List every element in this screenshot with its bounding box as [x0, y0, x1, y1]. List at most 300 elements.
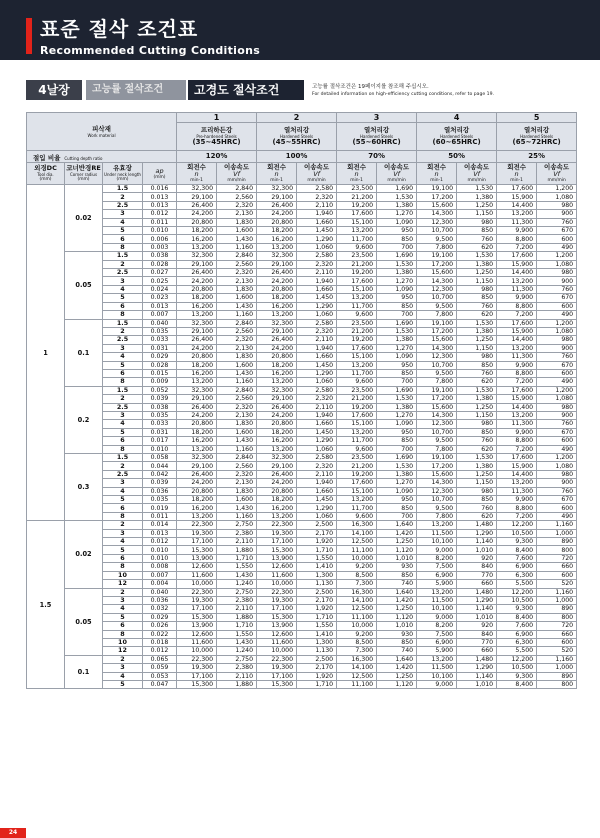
table-row: [27, 630, 577, 638]
feed-value: 1,080: [537, 193, 577, 201]
rpm-value: 8,200: [417, 554, 457, 562]
feed-value: 2,130: [217, 479, 257, 487]
ap-value: 0.008: [143, 563, 177, 571]
neck-length: 2: [103, 462, 143, 470]
rpm-value: 17,100: [177, 538, 217, 546]
feed-value: 1,660: [297, 353, 337, 361]
feed-value: 1,430: [217, 571, 257, 579]
material-name: 열처리강: [364, 126, 390, 134]
rpm-label: 회전수: [347, 163, 366, 171]
rpm-value: 17,600: [337, 479, 377, 487]
feed-value: 1,530: [377, 327, 417, 335]
feed-value: 2,580: [297, 386, 337, 394]
feed-value: 1,710: [217, 554, 257, 562]
ap-value: 0.011: [143, 512, 177, 520]
rpm-value: 29,100: [257, 260, 297, 268]
feed-value: 1,880: [217, 546, 257, 554]
rpm-value: 20,800: [257, 353, 297, 361]
feed-value: 890: [537, 538, 577, 546]
rpm-value: 5,900: [417, 580, 457, 588]
feed-value: 1,200: [537, 319, 577, 327]
feed-value: 1,290: [297, 504, 337, 512]
feed-value: 1,420: [377, 664, 417, 672]
neck-length: 2.5: [103, 470, 143, 478]
feed-value: 1,060: [297, 445, 337, 453]
ap-value: 0.053: [143, 672, 177, 680]
rpm-value: 32,300: [257, 252, 297, 260]
rpm-value: 26,400: [257, 403, 297, 411]
feed-value: 980: [537, 269, 577, 277]
rpm-value: 6,900: [497, 630, 537, 638]
feed-value: 1,420: [377, 529, 417, 537]
material-name-en: Hardened Steels: [440, 134, 474, 139]
rpm-value: 11,100: [337, 680, 377, 688]
feed-value: 1,060: [297, 512, 337, 520]
feed-value: 1,380: [377, 269, 417, 277]
table-row: [27, 201, 577, 209]
feed-value: 1,160: [217, 243, 257, 251]
feed-value: 620: [457, 311, 497, 319]
rpm-value: 29,100: [257, 327, 297, 335]
feed-value: 1,300: [297, 571, 337, 579]
rpm-symbol: n: [354, 170, 359, 178]
feed-value: 1,710: [217, 622, 257, 630]
rpm-value: 12,200: [497, 588, 537, 596]
depth-ratio-3: 70%: [337, 151, 417, 163]
feed-value: 740: [377, 580, 417, 588]
rpm-value: 16,200: [257, 302, 297, 310]
rpm-value: 13,200: [497, 479, 537, 487]
tool-diameter: 1: [27, 185, 65, 521]
feed-value: 1,130: [297, 647, 337, 655]
rpm-value: 7,800: [417, 378, 457, 386]
rpm-value: 13,200: [177, 378, 217, 386]
feed-value: 1,120: [377, 546, 417, 554]
feed-value: 2,110: [297, 470, 337, 478]
feed-value: 1,480: [457, 655, 497, 663]
depth-ratio-2: 100%: [257, 151, 337, 163]
feed-value: 1,640: [377, 588, 417, 596]
feed-value: 1,000: [537, 529, 577, 537]
rpm-value: 21,200: [337, 193, 377, 201]
rpm-value: 13,200: [337, 294, 377, 302]
rpm-value: 24,200: [257, 411, 297, 419]
feed-value: 2,110: [297, 269, 337, 277]
feed-value: 1,550: [217, 563, 257, 571]
table-row: [27, 521, 577, 529]
feed-value: 800: [537, 613, 577, 621]
ap-value: 0.029: [143, 353, 177, 361]
table-row: [27, 336, 577, 344]
feed-value: 1,530: [457, 386, 497, 394]
table-row: [27, 285, 577, 293]
rpm-value: 26,400: [177, 269, 217, 277]
feed-value: 980: [537, 403, 577, 411]
rpm-value: 17,200: [417, 327, 457, 335]
rpm-value: 17,600: [497, 454, 537, 462]
rpm-value: 22,300: [257, 655, 297, 663]
rpm-value: 19,200: [337, 269, 377, 277]
feed-value: 1,530: [457, 319, 497, 327]
rpm-value: 13,900: [177, 554, 217, 562]
ap-value: 0.028: [143, 260, 177, 268]
table-row: [27, 386, 577, 394]
rpm-value: 22,300: [177, 655, 217, 663]
neck-length: 6: [103, 437, 143, 445]
feed-value: 2,320: [217, 470, 257, 478]
rpm-value: 10,700: [417, 361, 457, 369]
feed-value: 1,010: [377, 622, 417, 630]
feed-symbol: Vf: [233, 170, 240, 178]
feed-value: 620: [457, 512, 497, 520]
feed-value: 1,380: [377, 336, 417, 344]
rpm-value: 15,900: [497, 193, 537, 201]
feed-symbol: Vf: [393, 170, 400, 178]
rpm-value: 11,300: [497, 353, 537, 361]
feed-value: 890: [537, 605, 577, 613]
feed-value: 720: [537, 554, 577, 562]
ap-value: 0.042: [143, 470, 177, 478]
table-row: [27, 655, 577, 663]
feed-value: 1,830: [217, 218, 257, 226]
rpm-value: 13,200: [337, 361, 377, 369]
ap-value: 0.027: [143, 269, 177, 277]
rpm-unit: min-1: [430, 178, 443, 183]
neck-length: 10: [103, 638, 143, 646]
ap-value: 0.010: [143, 445, 177, 453]
feed-value: 930: [377, 630, 417, 638]
rpm-value: 11,500: [417, 664, 457, 672]
rpm-value: 26,400: [257, 201, 297, 209]
rpm-value: 15,600: [417, 336, 457, 344]
rpm-value: 29,100: [257, 193, 297, 201]
feed-value: 1,450: [297, 227, 337, 235]
neck-length: 2: [103, 521, 143, 529]
feed-value: 950: [377, 361, 417, 369]
feed-value: 1,250: [377, 672, 417, 680]
feed-value: 1,660: [297, 285, 337, 293]
neck-length: 3: [103, 596, 143, 604]
feed-value: 980: [457, 420, 497, 428]
feed-value: 850: [457, 294, 497, 302]
rpm-value: 15,600: [417, 201, 457, 209]
rpm-value: 11,700: [337, 302, 377, 310]
rpm-value: 26,400: [257, 470, 297, 478]
rpm-value: 12,600: [177, 630, 217, 638]
feed-value: 600: [537, 504, 577, 512]
feed-value: 2,560: [217, 462, 257, 470]
material-name-en: Hardened Steels: [280, 134, 314, 139]
rpm-value: 16,200: [177, 235, 217, 243]
rpm-value: 20,800: [177, 487, 217, 495]
rpm-value: 29,100: [177, 260, 217, 268]
rpm-value: 12,300: [417, 218, 457, 226]
feed-value: 1,140: [457, 538, 497, 546]
feed-value: 1,010: [457, 546, 497, 554]
feed-value: 700: [377, 512, 417, 520]
feed-value: 2,130: [217, 344, 257, 352]
feed-value: 1,530: [457, 185, 497, 193]
feed-value: 2,320: [297, 260, 337, 268]
neck-length: 1.5: [103, 386, 143, 394]
feed-value: 1,080: [537, 462, 577, 470]
rpm-value: 17,100: [257, 605, 297, 613]
feed-value: 2,320: [217, 336, 257, 344]
ap-value: 0.018: [143, 638, 177, 646]
rpm-value: 20,800: [177, 353, 217, 361]
corner-radius: 0.2: [65, 386, 103, 453]
rpm-value: 14,400: [497, 201, 537, 209]
rpm-value: 32,300: [177, 252, 217, 260]
table-row: [27, 235, 577, 243]
feed-value: 1,880: [217, 613, 257, 621]
material-name: 열처리강: [444, 126, 470, 134]
feed-value: 800: [537, 680, 577, 688]
feed-value: 2,840: [217, 386, 257, 394]
neck-length: 4: [103, 218, 143, 226]
feed-value: 2,170: [297, 596, 337, 604]
rpm-value: 10,500: [497, 664, 537, 672]
rpm-value: 7,800: [417, 445, 457, 453]
feed-value: 1,830: [217, 487, 257, 495]
feed-value: 1,940: [297, 411, 337, 419]
rpm-value: 6,300: [497, 571, 537, 579]
feed-value: 900: [537, 344, 577, 352]
feed-value: 2,320: [217, 201, 257, 209]
feed-value: 670: [537, 361, 577, 369]
depth-ratio-5: 25%: [497, 151, 577, 163]
material-number-4: 4: [417, 113, 497, 123]
rpm-value: 13,200: [257, 512, 297, 520]
feed-value: 2,110: [297, 336, 337, 344]
feed-value: 2,560: [217, 395, 257, 403]
rpm-value: 12,500: [337, 538, 377, 546]
feed-value: 660: [537, 563, 577, 571]
table-row: [27, 479, 577, 487]
work-material-header: [27, 113, 177, 151]
table-row: [27, 411, 577, 419]
feed-value: 900: [537, 210, 577, 218]
rpm-value: 13,900: [257, 554, 297, 562]
feed-value: 2,380: [217, 529, 257, 537]
feed-value: 620: [457, 243, 497, 251]
table-row: [27, 344, 577, 352]
feed-value: 890: [537, 672, 577, 680]
feed-value: 1,550: [297, 622, 337, 630]
feed-value: 2,320: [297, 327, 337, 335]
rpm-value: 11,300: [497, 218, 537, 226]
corner-radius-header: [65, 163, 103, 185]
feed-value: 1,240: [217, 647, 257, 655]
feed-value: 740: [377, 647, 417, 655]
rpm-value: 18,200: [257, 294, 297, 302]
neck-length: 12: [103, 580, 143, 588]
tab-high-efficiency[interactable]: 고능률 절삭조건: [86, 80, 186, 100]
feed-value: 1,200: [537, 454, 577, 462]
feed-value: 1,690: [377, 386, 417, 394]
rpm-value: 19,200: [337, 403, 377, 411]
feed-value: 1,600: [217, 428, 257, 436]
material-name-en: Pre-hardened Steels: [196, 134, 237, 139]
feed-value: 1,010: [457, 613, 497, 621]
rpm-value: 19,100: [417, 319, 457, 327]
ap-value: 0.011: [143, 218, 177, 226]
rpm-value: 13,200: [497, 344, 537, 352]
feed-value: 1,430: [217, 302, 257, 310]
feed-value: 700: [377, 243, 417, 251]
ap-value: 0.013: [143, 529, 177, 537]
feed-value: 1,480: [457, 588, 497, 596]
feed-value: 1,940: [297, 210, 337, 218]
feed-value: 1,270: [377, 210, 417, 218]
ap-value: 0.044: [143, 462, 177, 470]
feed-value: 2,500: [297, 588, 337, 596]
rpm-value: 6,900: [417, 571, 457, 579]
rpm-value: 13,200: [497, 210, 537, 218]
rpm-value: 14,400: [497, 269, 537, 277]
rpm-value: 20,800: [177, 218, 217, 226]
material-hardness: (65~72HRC): [512, 138, 561, 146]
rpm-value: 18,200: [177, 496, 217, 504]
tool-dia-header-ko: 외경DC: [34, 164, 57, 172]
feed-value: 760: [537, 218, 577, 226]
neck-length: 8: [103, 243, 143, 251]
rpm-unit: min-1: [510, 178, 523, 183]
rpm-value: 13,200: [257, 243, 297, 251]
flute-label: 4날장: [26, 80, 82, 100]
rpm-symbol: n: [274, 170, 279, 178]
feed-value: 1,710: [297, 680, 337, 688]
table-row: [27, 487, 577, 495]
rpm-value: 7,200: [497, 243, 537, 251]
feed-value: 490: [537, 512, 577, 520]
rpm-value: 9,500: [417, 504, 457, 512]
feed-value: 1,140: [457, 605, 497, 613]
rpm-value: 9,200: [337, 630, 377, 638]
header-row-depth-ratio: [27, 151, 577, 163]
feed-value: 1,430: [217, 369, 257, 377]
feed-symbol: Vf: [553, 170, 560, 178]
material-name: 프리하든강: [200, 126, 233, 134]
rpm-value: 11,300: [497, 420, 537, 428]
reference-note-en: For detailed information on high-efficiency cutting conditions, refer to page 19.: [312, 92, 494, 97]
rpm-value: 29,100: [257, 395, 297, 403]
feed-value: 670: [537, 428, 577, 436]
table-row: [27, 496, 577, 504]
table-row: [27, 445, 577, 453]
neck-length: 2: [103, 193, 143, 201]
feed-value: 1,710: [297, 613, 337, 621]
ap-value: 0.028: [143, 361, 177, 369]
rpm-value: 18,200: [257, 361, 297, 369]
feed-value: 1,380: [377, 201, 417, 209]
feed-value: 2,130: [217, 210, 257, 218]
rpm-value: 8,800: [497, 504, 537, 512]
ap-value: 0.033: [143, 420, 177, 428]
rpm-value: 9,900: [497, 227, 537, 235]
ap-value: 0.004: [143, 580, 177, 588]
rpm-header-4: [417, 163, 457, 185]
rpm-value: 24,200: [257, 479, 297, 487]
corner-radius-header-en: Corner radius: [69, 172, 98, 177]
feed-header-3: [377, 163, 417, 185]
feed-value: 1,250: [457, 403, 497, 411]
material-name-en: Hardened Steels: [520, 134, 554, 139]
feed-value: 900: [537, 277, 577, 285]
rpm-value: 9,600: [337, 311, 377, 319]
ap-value: 0.022: [143, 630, 177, 638]
feed-symbol: Vf: [473, 170, 480, 178]
feed-value: 1,940: [297, 479, 337, 487]
ap-value: 0.017: [143, 437, 177, 445]
tab-high-hardness[interactable]: 고경도 절삭조건: [188, 80, 304, 100]
rpm-symbol: n: [514, 170, 519, 178]
neck-length: 6: [103, 369, 143, 377]
material-4: [417, 123, 497, 151]
feed-value: 950: [377, 227, 417, 235]
rpm-value: 16,300: [337, 521, 377, 529]
rpm-value: 18,200: [177, 361, 217, 369]
rpm-value: 20,800: [177, 285, 217, 293]
feed-value: 1,080: [537, 260, 577, 268]
rpm-value: 8,800: [497, 235, 537, 243]
rpm-value: 17,600: [337, 411, 377, 419]
neck-length: 5: [103, 496, 143, 504]
neck-length: 3: [103, 411, 143, 419]
feed-value: 980: [537, 336, 577, 344]
feed-value: 1,410: [297, 630, 337, 638]
rpm-value: 14,300: [417, 277, 457, 285]
table-row: [27, 596, 577, 604]
neck-length: 8: [103, 630, 143, 638]
rpm-value: 11,100: [337, 546, 377, 554]
neck-length: 5: [103, 227, 143, 235]
feed-value: 1,380: [457, 193, 497, 201]
feed-value: 1,160: [537, 521, 577, 529]
neck-length: 4: [103, 420, 143, 428]
rpm-value: 23,500: [337, 319, 377, 327]
feed-value: 980: [457, 487, 497, 495]
rpm-value: 19,300: [257, 664, 297, 672]
rpm-header-2: [257, 163, 297, 185]
material-number-1: 1: [177, 113, 257, 123]
neck-length: 2: [103, 588, 143, 596]
feed-value: 1,250: [377, 538, 417, 546]
feed-value: 2,380: [217, 596, 257, 604]
feed-value: 1,200: [537, 252, 577, 260]
corner-radius-header-ko: 코너반경RE: [66, 164, 101, 172]
feed-value: 2,110: [217, 672, 257, 680]
rpm-value: 16,200: [177, 437, 217, 445]
feed-value: 1,250: [457, 336, 497, 344]
rpm-value: 10,700: [417, 428, 457, 436]
feed-value: 700: [377, 445, 417, 453]
table-row: [27, 361, 577, 369]
rpm-value: 18,200: [177, 428, 217, 436]
rpm-value: 16,200: [177, 302, 217, 310]
ap-value: 0.029: [143, 613, 177, 621]
ap-value: 0.033: [143, 336, 177, 344]
rpm-label: 회전수: [427, 163, 447, 171]
rpm-value: 14,100: [337, 664, 377, 672]
material-number-3: 3: [337, 113, 417, 123]
feed-value: 1,600: [217, 294, 257, 302]
neck-length: 4: [103, 285, 143, 293]
feed-value: 980: [457, 285, 497, 293]
material-name: 열처리강: [284, 126, 310, 134]
rpm-value: 19,100: [417, 454, 457, 462]
feed-value: 1,160: [217, 445, 257, 453]
